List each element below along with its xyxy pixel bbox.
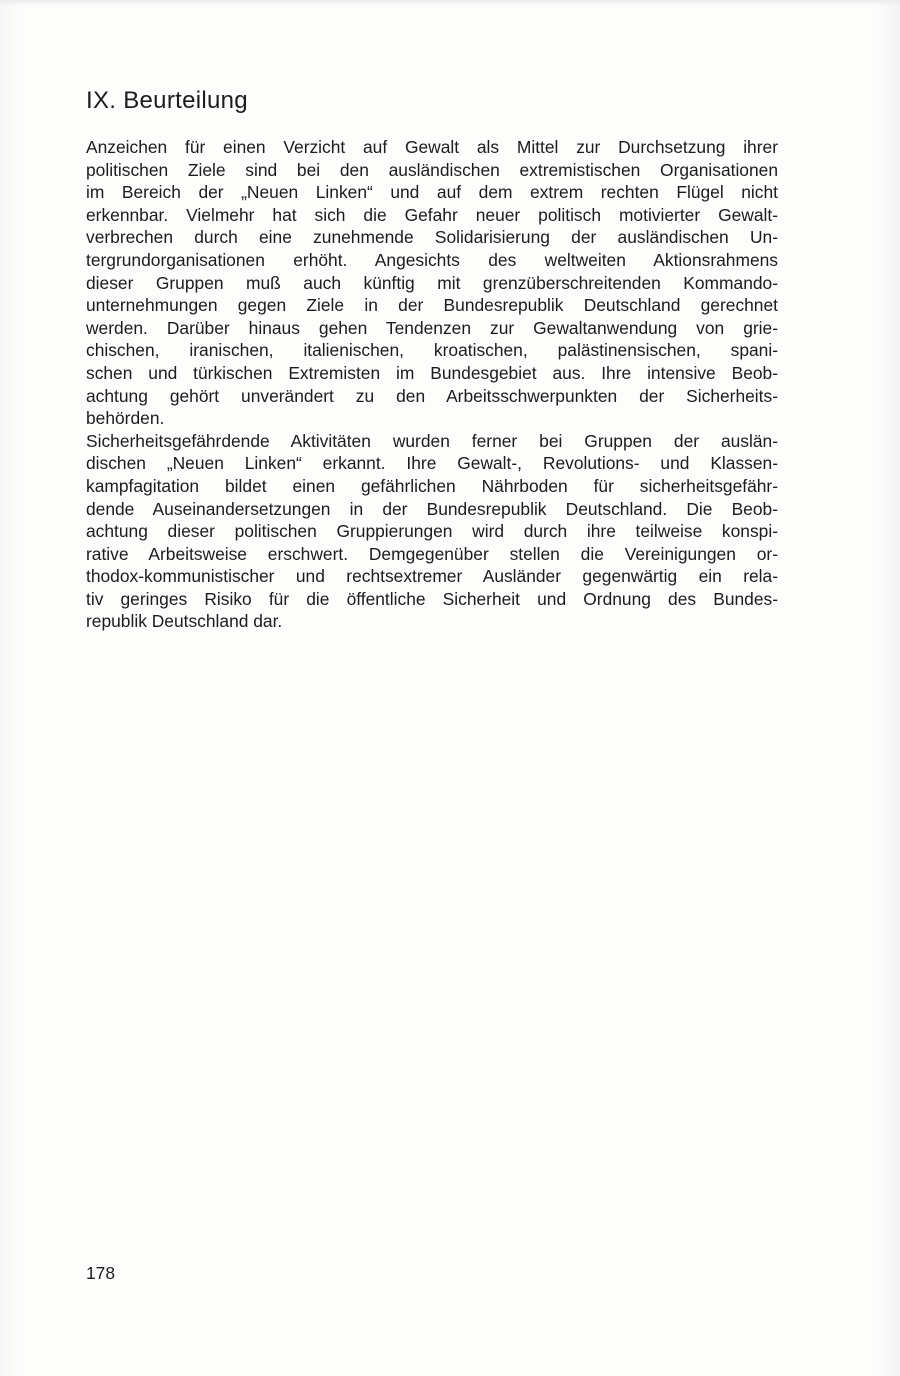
- body-paragraphs: [86, 136, 778, 633]
- text-line: Anzeichen für einen Verzicht auf Gewalt als Mittel zur Durchsetzung ihrer: [86, 137, 778, 157]
- text-line: chischen, iranischen, italienischen, kroatischen, palästinensischen, spani-: [86, 340, 778, 361]
- page-number: 178: [86, 1263, 116, 1283]
- text-line: verbrechen durch eine zunehmende Solidarisierung der ausländischen Un-: [86, 227, 778, 248]
- text-line: rative Arbeitsweise erschwert. Demgegenüber stellen die Vereinigungen or-: [86, 543, 778, 564]
- text-line: unternehmungen gegen Ziele in der Bundesrepublik Deutschland gerechnet: [86, 295, 778, 316]
- text-line: tiv geringes Risiko für die öffentliche Sicherheit und Ordnung des Bundes-: [86, 588, 778, 609]
- text-line: werden. Darüber hinaus gehen Tendenzen zur Gewaltanwendung von grie-: [86, 317, 778, 338]
- text-line: achtung dieser politischen Gruppierungen wird durch ihre teilweise konspi-: [86, 521, 778, 542]
- page-top-edge: [0, 0, 900, 6]
- text-line: achtung gehört unverändert zu den Arbeitsschwerpunkten der Sicherheits-: [86, 385, 778, 406]
- text-line: erkennbar. Vielmehr hat sich die Gefahr neuer politisch motivierter Gewalt-: [86, 204, 778, 225]
- text-line: Sicherheitsgefährdende Aktivitäten wurden ferner bei Gruppen der auslän-: [86, 430, 778, 451]
- text-line: dischen „Neuen Linken“ erkannt. Ihre Gewalt-, Revolutions- und Klassen-: [86, 453, 778, 474]
- text-line: kampfagitation bildet einen gefährlichen Nährboden für sicherheitsgefähr-: [86, 475, 778, 496]
- text-line: schen und türkischen Extremisten im Bundesgebiet aus. Ihre intensive Beob-: [86, 362, 778, 383]
- text-line: behörden.: [86, 408, 165, 429]
- text-line: republik Deutschland dar.: [86, 611, 283, 632]
- section-heading: IX. Beurteilung: [86, 87, 248, 114]
- text-line: im Bereich der „Neuen Linken“ und auf dem extrem rechten Flügel nicht: [86, 182, 778, 203]
- text-line: politischen Ziele sind bei den ausländischen extremistischen Organisationen: [86, 159, 778, 180]
- text-line: dieser Gruppen muß auch künftig mit grenzüberschreitenden Kommando-: [86, 272, 778, 293]
- text-line: thodox-kommunistischer und rechtsextremer Ausländer gegenwärtig ein rela-: [86, 566, 778, 587]
- text-line: dende Auseinandersetzungen in der Bundesrepublik Deutschland. Die Beob-: [86, 498, 778, 519]
- text-line: tergrundorganisationen erhöht. Angesichts des weltweiten Aktionsrahmens: [86, 249, 778, 270]
